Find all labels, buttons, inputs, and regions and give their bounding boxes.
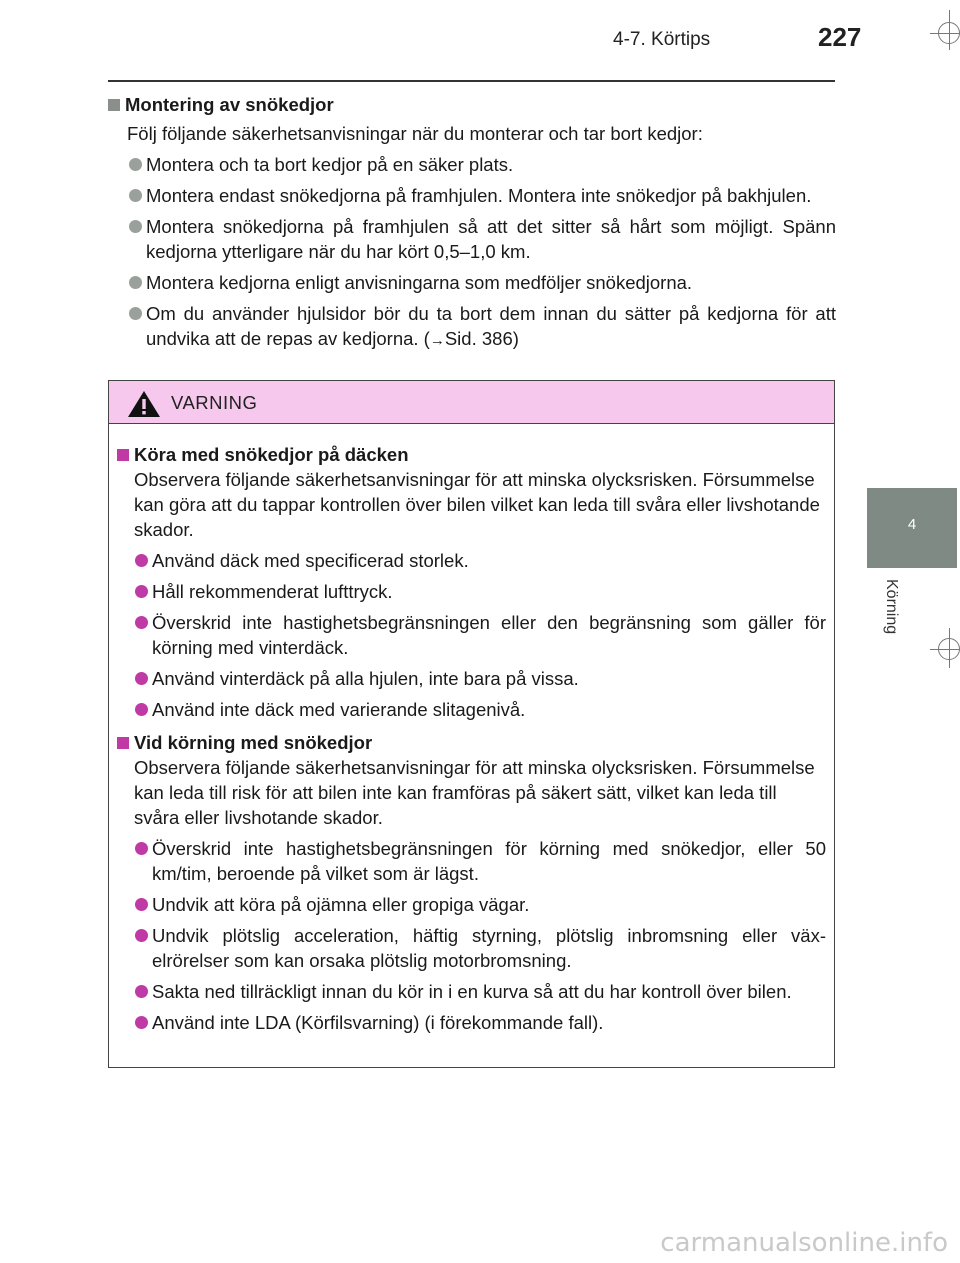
warning-section-heading-text: Köra med snökedjor på däcken	[134, 444, 409, 465]
chapter-tab	[867, 488, 957, 568]
warning-section	[117, 730, 826, 1035]
bullet-list	[117, 548, 826, 722]
warning-section-heading	[117, 730, 826, 755]
warning-title: VARNING	[171, 392, 258, 413]
list-item: Undvik att köra på ojämna eller gropiga vägar.	[117, 892, 826, 917]
bullet-list	[108, 152, 836, 353]
square-bullet-icon	[108, 99, 120, 111]
list-item	[108, 301, 836, 353]
main-content	[108, 92, 836, 353]
list-item: Montera kedjorna enligt anvisningarna som medföljer snökedjorna.	[108, 270, 836, 295]
list-item: Överskrid inte hastighetsbegränsningen eller den begränsning som gäller för körning med vinterdäck.	[117, 610, 826, 660]
watermark-text: carmanualsonline.info	[660, 1228, 948, 1258]
list-item: Använd inte däck med varierande slitagenivå.	[117, 697, 826, 722]
list-item-text: Om du använder hjulsidor bör du ta bort dem innan du sätter på kedjorna för att undvika att de repas av kedjorna. (	[146, 303, 836, 349]
chapter-title: Körning	[883, 579, 900, 635]
warning-section-heading	[117, 442, 826, 467]
list-item: Undvik plötslig acceleration, häftig styrning, plötslig inbromsning eller väx-elrörelser som kan orsaka plötslig motorbromsning.	[117, 923, 826, 973]
list-item: Använd däck med specificerad storlek.	[117, 548, 826, 573]
square-bullet-icon	[117, 449, 129, 461]
section-heading-text: Montering av snökedjor	[125, 94, 334, 115]
list-item: Montera endast snökedjorna på framhjulen. Montera inte snökedjor på bakhjulen.	[108, 183, 836, 208]
warning-section-intro: Observera följande säkerhetsanvisningar för att minska olycksrisken. Försummelse kan göra att du tappar kontrollen över bilen vilket kan leda till svåra eller livshotande skador.	[134, 469, 820, 540]
warning-section-intro: Observera följande säkerhetsanvisningar för att minska olycksrisken. Försummelse kan leda till risk för att bilen inte kan framföras på säkert sätt, vilket kan leda till svåra eller livshotande skador.	[134, 757, 815, 828]
warning-header	[109, 381, 834, 424]
list-item: Montera snökedjorna på framhjulen så att det sitter så hårt som möjligt. Spänn kedjorna ytterligare när du har kört 0,5–1,0 km.	[108, 214, 836, 264]
section-heading	[108, 92, 836, 117]
arrow-right-icon: →	[429, 332, 445, 349]
header-rule	[108, 80, 835, 82]
warning-box	[108, 380, 835, 1068]
warning-triangle-icon	[127, 390, 161, 418]
section-intro: Följ följande säkerhetsanvisningar när du monterar och tar bort kedjor:	[127, 123, 703, 144]
list-item: Använd vinterdäck på alla hjulen, inte bara på vissa.	[117, 666, 826, 691]
list-item: Överskrid inte hastighetsbegränsningen för körning med snökedjor, eller 50 km/tim, beroende på vilket som är lägst.	[117, 836, 826, 886]
crop-mark	[938, 22, 960, 44]
bullet-list	[117, 836, 826, 1035]
list-item: Använd inte LDA (Körfilsvarning) (i förekommande fall).	[117, 1010, 826, 1035]
crop-mark	[938, 638, 960, 660]
square-bullet-icon	[117, 737, 129, 749]
list-item: Montera och ta bort kedjor på en säker plats.	[108, 152, 836, 177]
header-section-title: 4-7. Körtips	[613, 29, 711, 50]
chapter-number: 4	[907, 516, 917, 533]
list-item: Sakta ned tillräckligt innan du kör in i en kurva så att du har kontroll över bilen.	[117, 979, 826, 1004]
list-item: Håll rekommenderat lufttryck.	[117, 579, 826, 604]
warning-section-heading-text: Vid körning med snökedjor	[134, 732, 373, 753]
page-reference-link[interactable]: Sid. 386)	[444, 328, 519, 349]
warning-section	[117, 442, 826, 722]
warning-body	[109, 424, 834, 1035]
page-number: 227	[818, 22, 862, 52]
